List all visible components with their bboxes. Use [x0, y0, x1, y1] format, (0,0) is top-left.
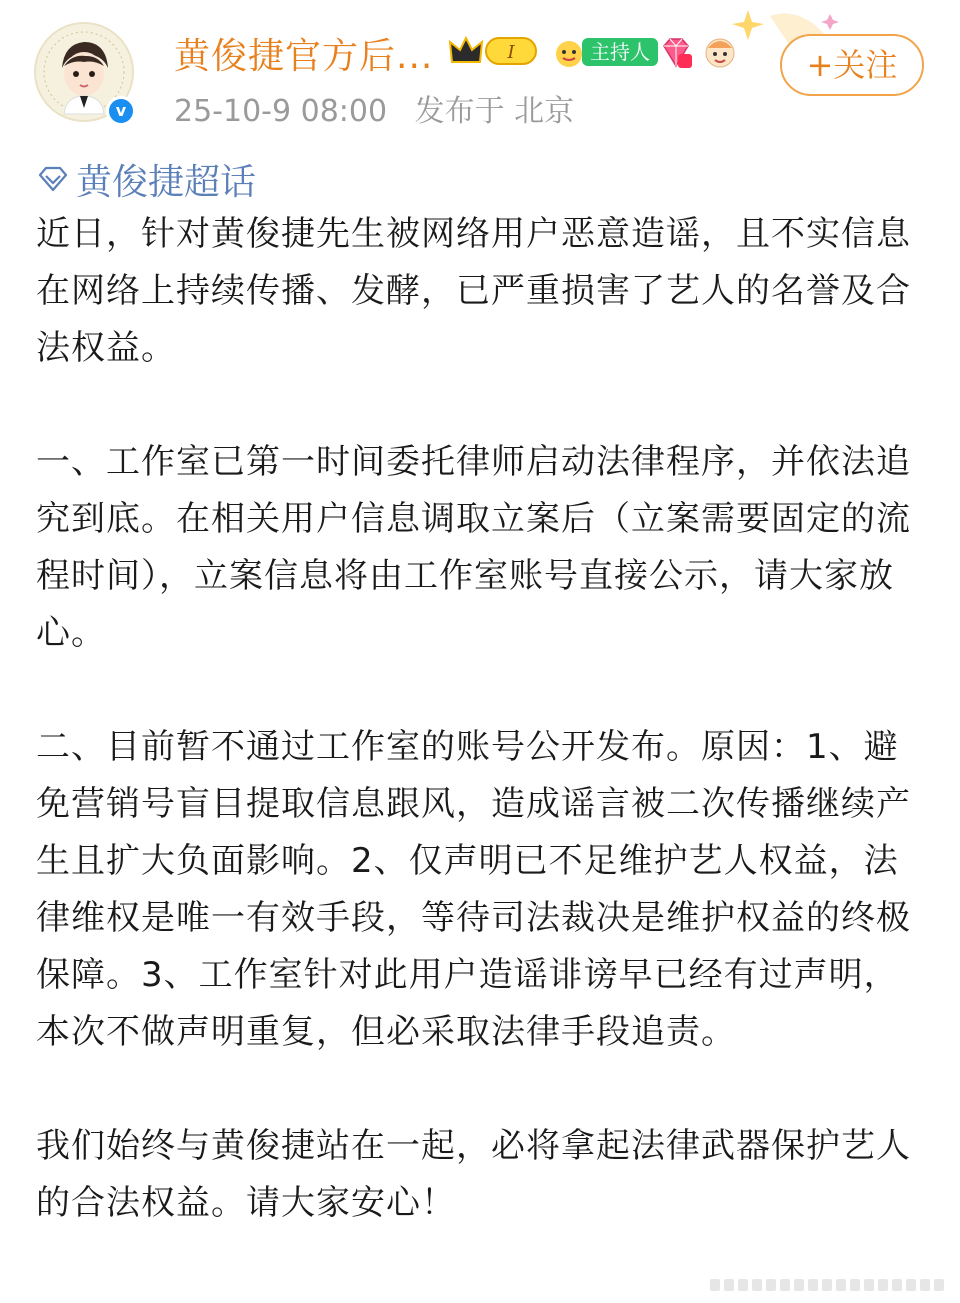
post-location: 发布于 北京 — [414, 94, 575, 129]
gem-icon[interactable] — [658, 36, 694, 70]
paragraph-gap — [36, 377, 926, 434]
topic-link[interactable] — [36, 152, 926, 206]
topic-label: 黄俊捷超话 — [76, 161, 257, 203]
watermark-bars — [710, 1275, 950, 1295]
post-paragraph-two: 二、目前暂不通过工作室的账号公开发布。原因：1、避免营销号盲目提取信息跟风，造成谣言被二次传播继续产生且扩大负面影响。2、仅声明已不足维护艺人权益，法律维权是唯一有效手段，等待司法裁决是维护权益的终极保障。3、工作室针对此用户造谣诽谤早已经有过声明，本次不做声明重复，但必采取法律手段追责。 — [36, 727, 911, 1052]
diamond-icon — [36, 165, 70, 193]
follow-button[interactable]: +关注 — [780, 34, 924, 96]
author-name[interactable]: 黄俊捷官方后... — [174, 36, 434, 77]
post-paragraph-closing: 我们始终与黄俊捷站在一起，必将拿起法律武器保护艺人的合法权益。请大家安心！ — [36, 1126, 911, 1223]
post-body — [36, 152, 926, 1232]
paragraph-gap — [36, 662, 926, 719]
host-mascot-icon — [552, 36, 586, 70]
paragraph-gap — [36, 1061, 926, 1118]
verified-v-icon: v — [106, 96, 136, 126]
crown-level-text: I — [507, 42, 515, 63]
post-header — [0, 0, 960, 150]
post-timestamp: 25-10-9 08:00 — [174, 94, 388, 129]
host-badge[interactable] — [552, 36, 648, 68]
post-paragraph-one: 一、工作室已第一时间委托律师启动法律程序，并依法追究到底。在相关用户信息调取立案后（立案需要固定的流程时间），立案信息将由工作室账号直接公示，请大家放心。 — [36, 442, 911, 653]
post-paragraph-intro: 近日，针对黄俊捷先生被网络用户恶意造谣，且不实信息在网络上持续传播、发酵，已严重损害了艺人的名誉及合法权益。 — [36, 214, 911, 368]
crown-icon[interactable] — [448, 34, 540, 68]
host-badge-label: 主持人 — [582, 38, 658, 66]
post-meta — [174, 86, 574, 130]
